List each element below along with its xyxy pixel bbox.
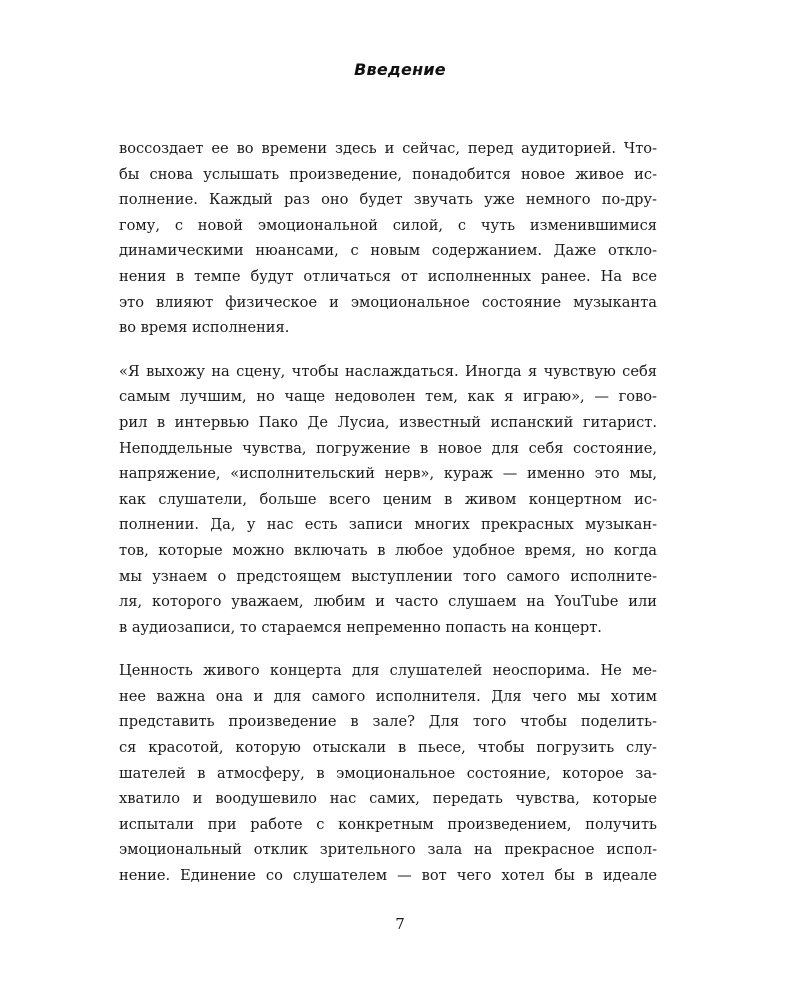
text-line: шателей в атмосферу, в эмоциональное состояние, которое за- [119,764,657,782]
text-line: мы узнаем о предстоящем выступлении того самого исполните- [119,567,657,585]
page-number: 7 [395,915,405,933]
text-line: хватило и воодушевило нас самих, передать чувства, которые [119,790,657,808]
text-line: нее важна она и для самого исполнителя. Для чего мы хотим [119,687,657,705]
text-line: «Я выхожу на сцену, чтобы наслаждаться. Иногда я чувствую себя [119,362,657,380]
text-line: ся красотой, которую отыскали в пьесе, чтобы погрузить слу- [119,739,657,757]
text-line: в аудиозаписи, то стараемся непременно попасть на концерт. [119,618,602,636]
text-line: воссоздает ее во времени здесь и сейчас, перед аудиторией. Что- [119,140,657,157]
text-line: гому, с новой эмоциональной силой, с чуть изменившимися [119,216,657,234]
text-line: динамическими нюансами, с новым содержанием. Даже откло- [119,242,657,260]
text-line: полнение. Каждый раз оно будет звучать уже немного по-дру- [119,191,657,209]
paragraph-3 [119,658,657,888]
paragraph-1 [119,136,657,341]
text-line: напряжение, «исполнительский нерв», кураж — именно это мы, [119,465,657,483]
text-line: эмоциональный отклик зрительного зала на прекрасное испол- [119,841,657,859]
text-line: бы снова услышать произведение, понадобится новое живое ис- [119,165,657,183]
text-line: во время исполнения. [119,319,290,337]
text-line: тов, которые можно включать в любое удобное время, но когда [119,541,657,559]
body-text [119,136,657,907]
text-line: рил в интервью Пако Де Лусиа, известный испанский гитарист. [119,413,657,431]
text-line: нение. Единение со слушателем — вот чего хотел бы в идеале [119,867,657,885]
text-line: это влияют физическое и эмоциональное состояние музыканта [119,293,657,311]
text-line: нения в темпе будут отличаться от исполненных ранее. На все [119,267,657,285]
text-line: полнении. Да, у нас есть записи многих прекрасных музыкан- [119,516,657,534]
paragraph-2 [119,359,657,641]
text-line: ля, которого уважаем, любим и часто слушаем на YouTube или [119,593,657,611]
text-line: самым лучшим, но чаще недоволен тем, как я играю», — гово- [119,388,657,406]
text-line: Неподдельные чувства, погружение в новое для себя состояние, [119,439,657,457]
text-line: представить произведение в зале? Для того чтобы поделить- [119,713,657,731]
text-line: Ценность живого концерта для слушателей неоспорима. Не ме- [119,662,657,680]
text-line: испытали при работе с конкретным произведением, получить [119,815,657,833]
running-head: Введение [354,60,446,79]
text-line: как слушатели, больше всего ценим в живом концертном ис- [119,490,657,508]
